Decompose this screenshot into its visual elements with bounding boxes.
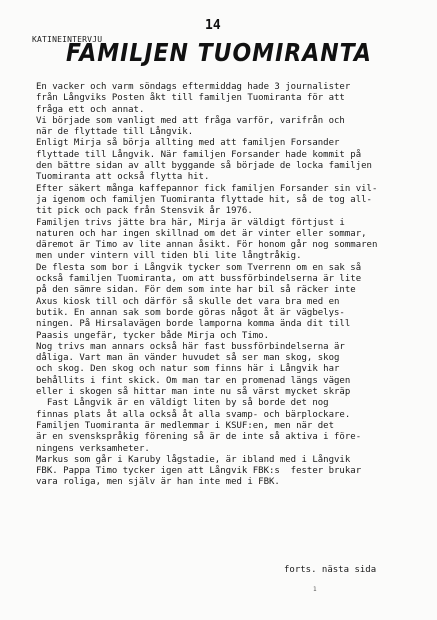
body-line: också familjen Tuomiranta, om att bussförbindelserna är lite xyxy=(36,274,362,285)
body-line: på den sämre sidan. För dem som inte har bil så räcker inte xyxy=(36,285,356,296)
body-line: Enligt Mirja så börja allting med att familjen Forsander xyxy=(36,138,340,149)
body-line: Familjen Tuomiranta är medlemmar i KSUF:en, men när det xyxy=(36,420,335,431)
body-line: eller i skogen så hittar man inte nu så värst mycket skräp xyxy=(36,387,351,398)
body-line: tit pick och pack från Stensvik år 1976. xyxy=(36,206,253,217)
section-kicker: KATINEINTERVJU xyxy=(32,35,103,44)
body-line: Vi började som vanligt med att fråga varför, varifrån och xyxy=(36,115,345,126)
body-line: vara roliga, men själv är han inte med i FBK. xyxy=(36,477,280,488)
body-line: ningens verksamheter. xyxy=(36,443,150,454)
body-line: butik. En annan sak som borde göras något åt är vägbelys- xyxy=(36,307,345,318)
body-line: behållits i fint skick. Om man tar en promenad längs vägen xyxy=(36,375,351,386)
body-line: En vacker och varm söndags eftermiddag hade 3 journalister xyxy=(36,82,351,92)
body-line: Fast Långvik är en väldigt liten by så borde det nog xyxy=(36,398,329,409)
footer-mark: 1 xyxy=(313,586,317,593)
body-line: Familjen trivs jätte bra här, Mirja är väldigt förtjust i xyxy=(36,217,345,228)
body-line: Axus kiosk till och därför så skulle det vara bra med en xyxy=(36,296,340,307)
body-line: FBK. Pappa Timo tycker igen att Långvik FBK:s fester brukar xyxy=(36,466,362,477)
body-line: och skog. Den skog och natur som finns här i Långvik har xyxy=(36,364,340,375)
article-headline: FAMILJEN TUOMIRANTA xyxy=(66,39,372,68)
article-body xyxy=(36,82,428,489)
body-line: Paasis ungefär, tycker både Mirja och Timo. xyxy=(36,330,269,341)
body-line: ja igenom och familjen Tuomiranta flyttade hit, så de tog all- xyxy=(36,194,372,205)
body-line: från Långviks Posten åkt till familjen Tuomiranta för att xyxy=(36,93,345,104)
body-line: finnas plats åt alla också åt alla svamp- och bärplockare. xyxy=(36,409,351,420)
body-line: Efter säkert många kaffepannor fick familjen Forsander sin vil- xyxy=(36,183,378,194)
body-line: ningen. På Hirsalavägen borde lamporna komma ända dit till xyxy=(36,319,351,330)
body-line: däremot är Timo av lite annan åsikt. För honom går nog sommaren xyxy=(36,240,378,251)
continued-note: forts. nästa sida xyxy=(284,565,377,575)
body-line: när de flyttade till Långvik. xyxy=(36,127,194,138)
body-line: dåliga. Vart man än vänder huvudet så ser man skog, skog xyxy=(36,353,340,364)
body-line: flyttade till Långvik. När familjen Forsander hade kommit på xyxy=(36,149,362,160)
body-line: Tuomiranta att också flytta hit. xyxy=(36,172,210,183)
page-number: 14 xyxy=(205,18,221,33)
body-line: fråga ett och annat. xyxy=(36,104,145,115)
body-line: Nog trivs man annars också här fast bussförbindelserna är xyxy=(36,341,345,352)
body-line: men under vintern vill tiden bli lite långtråkig. xyxy=(36,251,302,262)
body-line: naturen och har ingen skillnad om det är vinter eller sommar, xyxy=(36,228,367,239)
body-line: är en svenskspråkig förening så är de inte så aktiva i före- xyxy=(36,432,362,443)
body-line: De flesta som bor i Långvik tycker som Tverrenn om en sak så xyxy=(36,262,362,273)
body-line: den bättre sidan av allt byggande så började de locka familjen xyxy=(36,161,372,172)
body-line: Markus som går i Karuby lågstadie, är ibland med i Långvik xyxy=(36,454,351,465)
